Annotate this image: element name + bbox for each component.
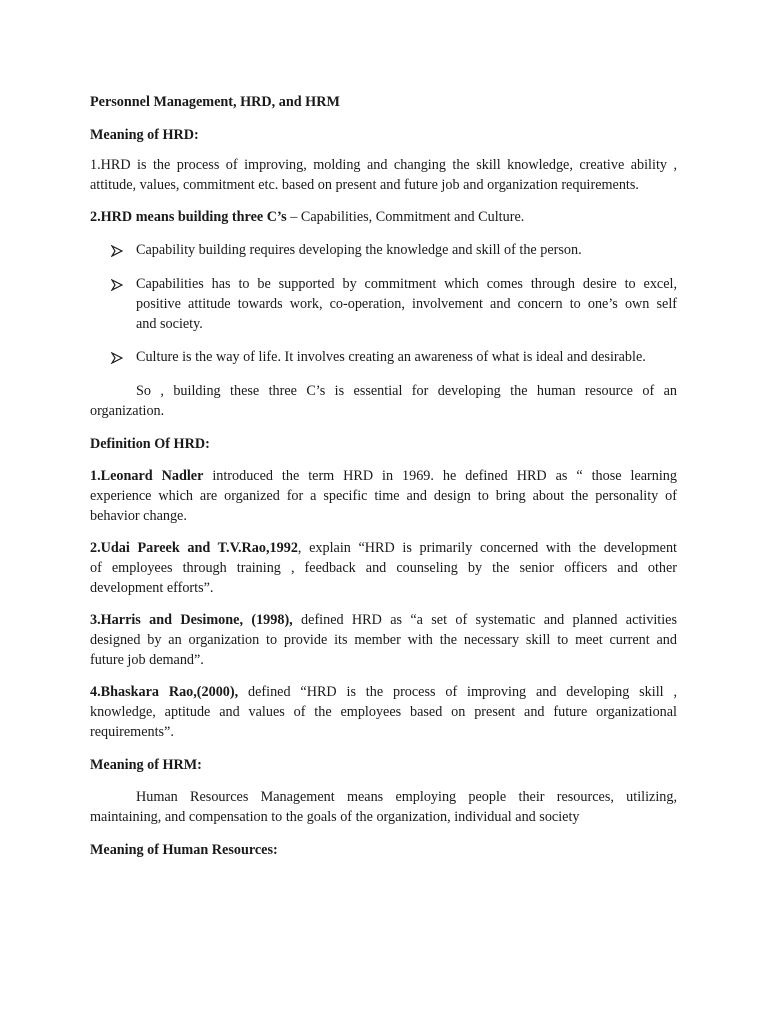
arrowhead-bullet-icon	[111, 352, 123, 364]
hrd-paragraph-2-rest: – Capabilities, Commitment and Culture.	[286, 209, 525, 225]
bullet-1-line-1: Capability building requires developing the knowledge and skill of the person.	[136, 242, 582, 258]
hrm-paragraph-line-1: Human Resources Management means employing people their resources, utilizing,	[136, 789, 677, 805]
definition-1-line-2: experience which are organized for a specific time and design to bring about the personality of	[90, 488, 677, 504]
bullet-2-line-3: and society.	[136, 316, 203, 332]
meaning-hrd-heading: Meaning of HRD:	[90, 127, 199, 143]
hrm-paragraph-line-2: maintaining, and compensation to the goals of the organization, individual and society	[90, 809, 580, 825]
definition-1-line-3: behavior change.	[90, 508, 187, 524]
so-paragraph-line-2: organization.	[90, 403, 165, 419]
definition-2-line-3: development efforts”.	[90, 580, 214, 596]
definition-hrd-heading: Definition Of HRD:	[90, 436, 210, 452]
definition-4-line-3: requirements”.	[90, 724, 174, 740]
bullet-2-line-2: positive attitude towards work, co-operation, involvement and concern to one’s own self	[136, 296, 677, 312]
definition-4-author: 4.Bhaskara Rao,(2000),	[90, 684, 239, 700]
definition-2-text: , explain “HRD is primarily concerned with the development	[297, 540, 677, 556]
definition-3-text: defined HRD as “a set of systematic and planned activities	[292, 612, 677, 628]
hrd-paragraph-1-line-2: attitude, values, commitment etc. based on present and future job and organization requirements.	[90, 177, 639, 193]
definition-2-line-1	[90, 538, 677, 558]
definition-2-line-2: of employees through training , feedback and counseling by the senior officers and other	[90, 560, 677, 576]
hrd-paragraph-1-line-1: 1.HRD is the process of improving, molding and changing the skill knowledge, creative ability ,	[90, 157, 677, 173]
document-title: Personnel Management, HRD, and HRM	[90, 94, 340, 110]
definition-4-line-1	[90, 682, 677, 702]
meaning-hrm-heading: Meaning of HRM:	[90, 757, 202, 773]
definition-1-text: introduced the term HRD in 1969. he defined HRD as “ those learning	[203, 468, 677, 484]
hrd-paragraph-2-bold: 2.HRD means building three C’s	[90, 209, 287, 225]
so-paragraph-line-1: So , building these three C’s is essential for developing the human resource of an	[136, 383, 677, 399]
arrowhead-bullet-icon	[111, 279, 123, 291]
arrowhead-bullet-icon	[111, 245, 123, 257]
definition-3-line-3: future job demand”.	[90, 652, 204, 668]
definition-2-author: 2.Udai Pareek and T.V.Rao,1992	[90, 540, 298, 556]
definition-3-author: 3.Harris and Desimone, (1998),	[90, 612, 293, 628]
bullet-3-line-1: Culture is the way of life. It involves creating an awareness of what is ideal and desirable.	[136, 349, 646, 365]
definition-4-text: defined “HRD is the process of improving and developing skill ,	[238, 684, 677, 700]
definition-3-line-2: designed by an organization to provide its member with the necessary skill to meet current and	[90, 632, 677, 648]
bullet-2-line-1: Capabilities has to be supported by commitment which comes through desire to excel,	[136, 276, 677, 292]
definition-3-line-1	[90, 610, 677, 630]
definition-1-line-1	[90, 466, 677, 486]
definition-4-line-2: knowledge, aptitude and values of the employees based on present and future organizational	[90, 704, 677, 720]
hrd-paragraph-2	[90, 207, 524, 227]
definition-1-author: 1.Leonard Nadler	[90, 468, 204, 484]
meaning-human-resources-heading: Meaning of Human Resources:	[90, 842, 278, 858]
